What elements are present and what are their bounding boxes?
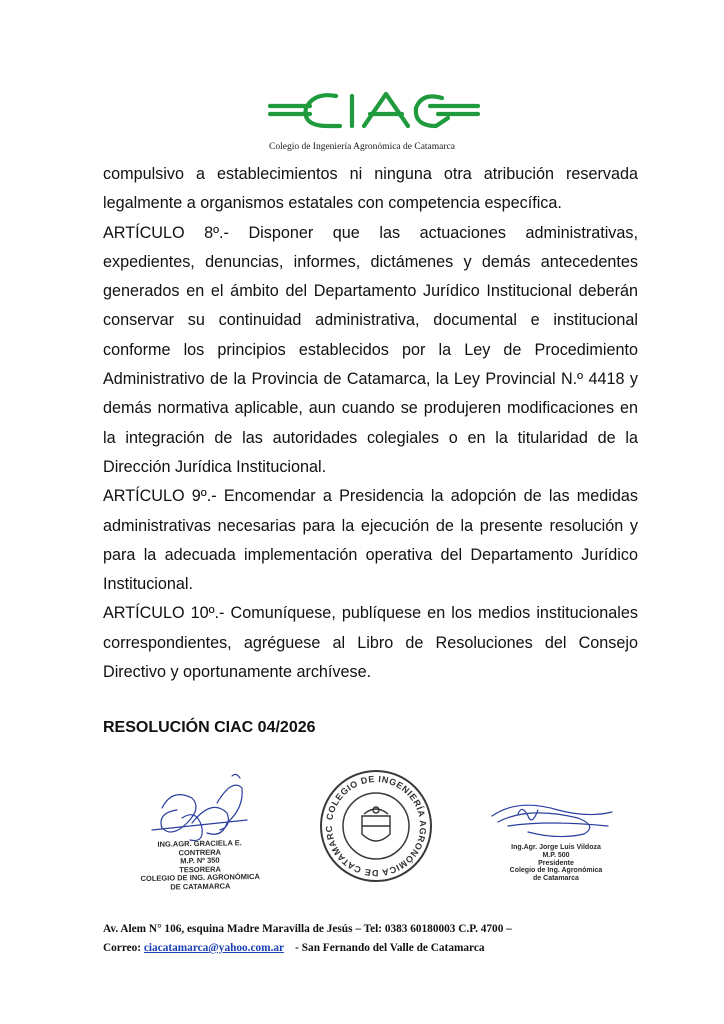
article-8: ARTÍCULO 8º.- Disponer que las actuaciones administrativas, expedientes, denuncias, informes, dictámenes y demás antecedentes generados en el ámbito del Departamento Jurídico Institucional deberán conservar su continuidad administrativa, documental e institucional conforme los principios establecidos por la Ley de Procedimiento Administrativo de la Provincia de Catamarca, la Ley Provincial N.º 4418 y demás normativa aplicable, aun cuando se produjeren modificaciones en la integración de las autoridades colegiales o en la titularidad de la Dirección Jurídica Institucional.	[103, 223, 638, 476]
article-9: ARTÍCULO 9º.- Encomendar a Presidencia la adopción de las medidas administrativas necesarias para la ejecución de la presente resolución y para la adecuada implementación operativa del Departamento Jurídico Institucional.	[103, 487, 638, 594]
resolution-number: RESOLUCIÓN CIAC 04/2026	[103, 719, 316, 736]
article-10: ARTÍCULO 10º.- Comuníquese, publíquese en los medios institucionales correspondientes, agréguese al Libro de Resoluciones del Consejo Directivo y oportunamente archívese.	[103, 604, 638, 682]
email-link[interactable]: ciacatamarca@yahoo.com.ar	[143, 942, 284, 954]
footer	[103, 920, 512, 958]
ciac-logo	[266, 88, 482, 132]
handwritten-signature-left	[132, 768, 272, 848]
stamp-president: Ing.Agr. Jorge Luis Vildoza M.P. 500 Presidente Colegio de Ing. Agronómica de Catamarca	[509, 844, 603, 883]
footer-contact	[103, 939, 512, 958]
email-label: Correo:	[103, 942, 142, 954]
footer-city: - San Fernando del Valle de Catamarca	[295, 942, 485, 954]
footer-address: Av. Alem N° 106, esquina Madre Maravilla de Jesús – Tel: 0383 60180003 C.P. 4700 –	[103, 923, 512, 935]
handwritten-signature-right	[488, 796, 618, 846]
seal-text: COLEGIO DE INGENIERÍA AGRONÓMICA DE CATAMARC	[323, 773, 429, 879]
letterhead-subtitle: Colegio de Ingeniería Agronómica de Catamarca	[269, 142, 455, 152]
paragraph: compulsivo a establecimientos ni ninguna otra atribución reservada legalmente a organismos estatales con competencia específica.	[103, 165, 638, 213]
document-body	[103, 160, 638, 687]
official-seal	[318, 768, 434, 884]
coat-of-arms-icon	[362, 807, 390, 841]
signature-president	[488, 796, 618, 886]
letterhead	[0, 80, 724, 160]
stamp-treasurer: ING.AGR. GRACIELA E. CONTRERA M.P. Nº 350 TESORERA COLEGIO DE ING. AGRONÓMICA DE CATAMARCA	[140, 838, 260, 892]
signature-treasurer	[132, 768, 272, 892]
